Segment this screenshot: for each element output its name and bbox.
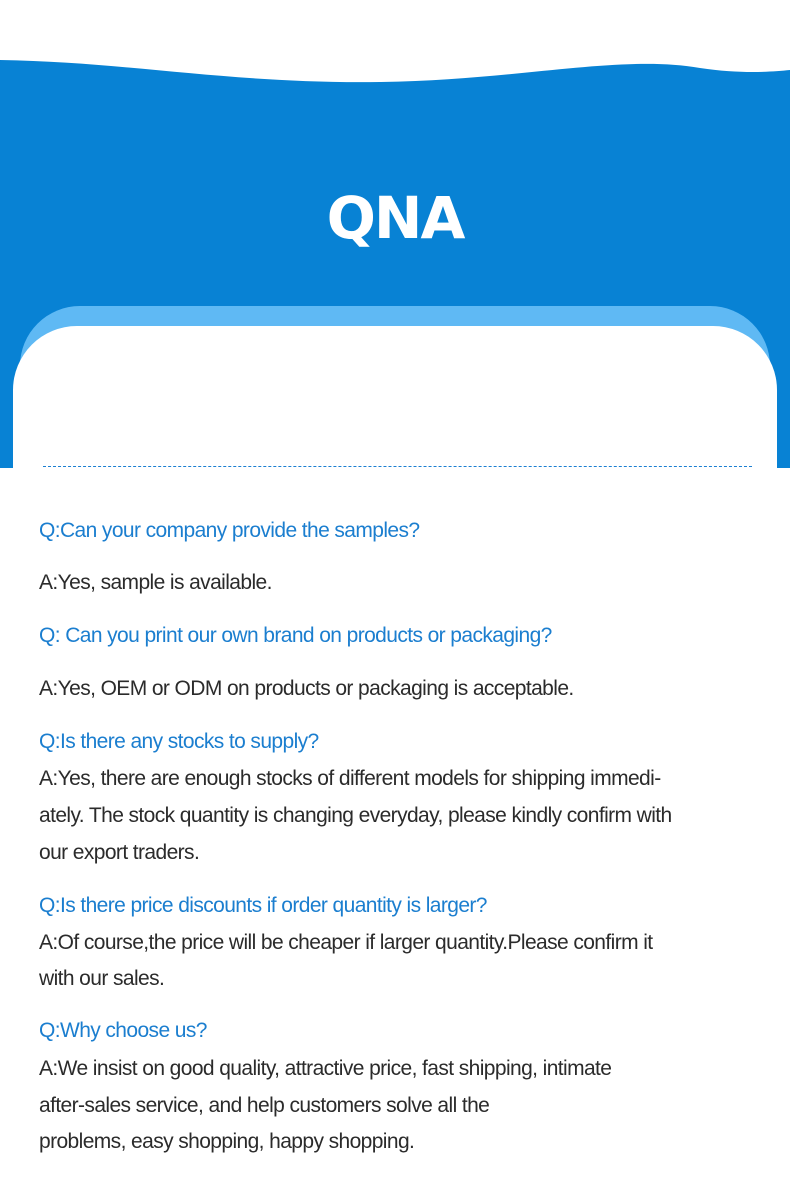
faq-question-1: Q:Can your company provide the samples? <box>39 519 420 542</box>
faq-answer-5-line-1: A:We insist on good quality, attractive price, fast shipping, intimate <box>39 1057 612 1080</box>
faq-answer-3-line-3: our export traders. <box>39 841 200 864</box>
faq-answer-5-line-2: after-sales service, and help customers solve all the <box>39 1094 490 1117</box>
faq-answer-3-line-2: ately. The stock quantity is changing everyday, please kindly confirm with <box>39 804 672 827</box>
faq-question-4: Q:Is there price discounts if order quantity is larger? <box>39 894 487 917</box>
faq-answer-1: A:Yes, sample is available. <box>39 571 272 594</box>
faq-question-5: Q:Why choose us? <box>39 1019 207 1042</box>
faq-answer-5-line-3: problems, easy shopping, happy shopping. <box>39 1130 415 1153</box>
faq-answer-2: A:Yes, OEM or ODM on products or packaging is acceptable. <box>39 677 574 700</box>
dashed-divider <box>43 466 752 467</box>
faq-answer-4-line-1: A:Of course,the price will be cheaper if larger quantity.Please confirm it <box>39 931 653 954</box>
faq-question-2: Q: Can you print our own brand on products or packaging? <box>39 624 552 647</box>
page-title: QNA <box>326 184 464 252</box>
faq-answer-4-line-2: with our sales. <box>39 967 165 990</box>
faq-question-3: Q:Is there any stocks to supply? <box>39 730 319 753</box>
faq-answer-3-line-1: A:Yes, there are enough stocks of different models for shipping immedi- <box>39 767 661 790</box>
